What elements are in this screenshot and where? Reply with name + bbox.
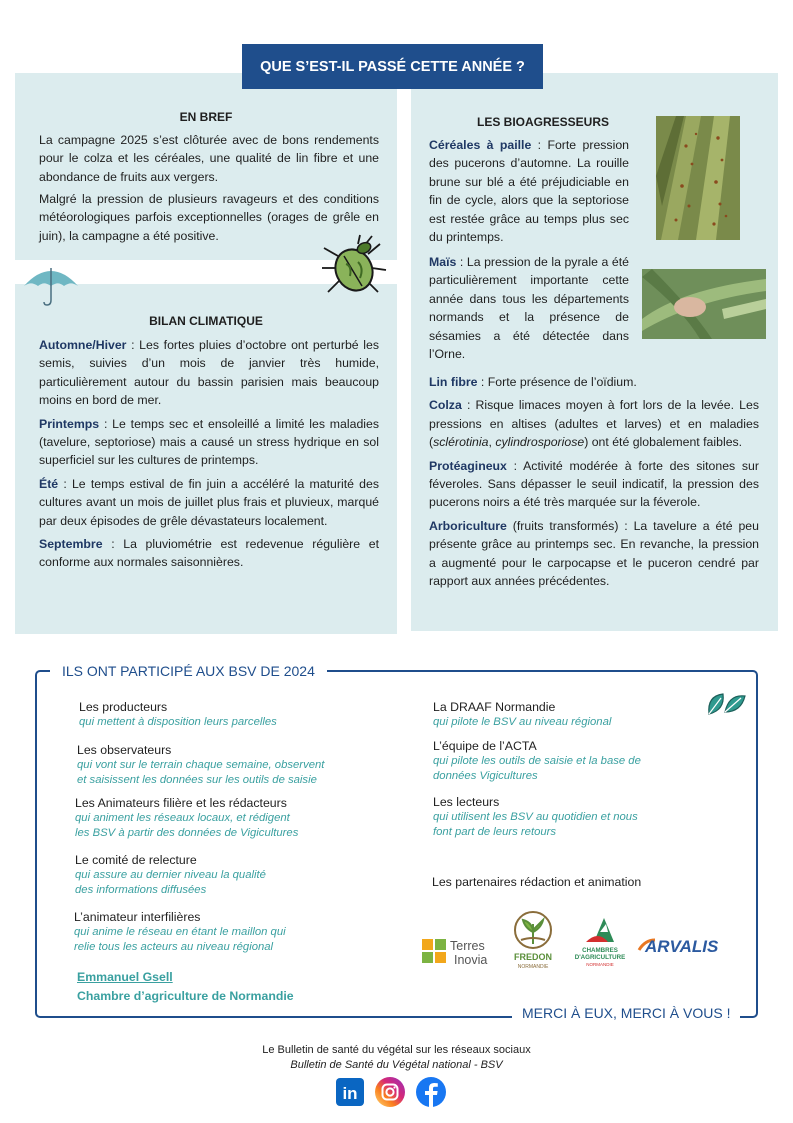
role-desc: qui pilote le BSV au niveau régional	[433, 716, 612, 728]
role-desc: des informations diffusées	[75, 884, 207, 896]
role-draaf	[433, 700, 611, 730]
instagram-icon[interactable]	[374, 1076, 406, 1108]
fredon-text: NORMANDIE	[517, 964, 549, 970]
bio-text: : La pression de la pyrale a été particulièrement importante cette année dans tous les départements normands et la présence de sésamies a été détectée dans l’Orne.	[429, 255, 629, 362]
terres-inovia-text: Inovia	[454, 953, 488, 967]
role-producteurs	[79, 700, 277, 730]
role-desc: qui anime le réseau en étant le maillon qui	[74, 926, 286, 938]
participants-title: ILS ONT PARTICIPÉ AUX BSV DE 2024	[50, 663, 327, 679]
role-name: L’équipe de l’ACTA	[433, 739, 537, 753]
role-lecteurs	[433, 795, 638, 840]
bio-proteagineux	[429, 457, 759, 512]
climat-item-septembre	[39, 535, 379, 572]
climat-item-text: : Le temps estival de fin juin a accéléré la maturité des cultures avant un mois de juillet plus frais et pluvieux, marqué par deux épisodes de grêle dévastateurs localement.	[39, 476, 379, 528]
chambres-agriculture-logo	[570, 912, 630, 970]
role-animateurs	[75, 796, 298, 841]
climat-item-automne	[39, 336, 379, 410]
leaves-icon	[705, 688, 747, 718]
linkedin-icon[interactable]	[334, 1076, 366, 1108]
role-comite	[75, 853, 266, 898]
fredon-text: FREDON	[514, 952, 552, 962]
climat-item-label: Septembre	[39, 537, 103, 552]
role-name: La DRAAF Normandie	[433, 700, 556, 714]
wheat-rust-photo	[656, 116, 740, 240]
role-observateurs	[77, 743, 324, 788]
footer-social-text: Le Bulletin de santé du végétal sur les réseaux sociaux	[262, 1044, 531, 1056]
climat-panel	[15, 284, 397, 634]
chambres-text: D'AGRICULTURE	[574, 954, 626, 961]
role-interfilieres	[74, 910, 286, 955]
climat-item-label: Printemps	[39, 416, 100, 431]
bio-rest	[429, 373, 759, 595]
role-name: Les observateurs	[77, 743, 172, 757]
thanks-footer: MERCI À EUX, MERCI À VOUS !	[512, 1005, 740, 1021]
animator-name-link[interactable]: Emmanuel Gsell	[77, 970, 173, 984]
bref-paragraph-1: La campagne 2025 s’est clôturée avec de bons rendements pour le colza et les céréales, une qualité de lin fibre et une abondance de fruits aux vergers.	[39, 133, 379, 184]
role-name: Les lecteurs	[433, 795, 500, 809]
climat-item-label: Été	[39, 476, 59, 491]
footer-bsv-text: Bulletin de Santé du Végétal national - BSV	[290, 1059, 503, 1071]
bio-text: (fruits transformés) : La tavelure a été peu présente grâce au printemps sec. En revanche, la pression a augmenté pour le carpocapse et le puceron cendré par rapport aux années précédentes.	[429, 518, 759, 589]
bio-text: : Risque limaces moyen à fort lors de la levée. Les pressions en altises (adultes et larves) et en maladies (	[429, 398, 759, 450]
terres-inovia-text: Terres	[450, 939, 485, 953]
role-desc: qui assure au dernier niveau la qualité	[75, 869, 266, 881]
climat-item-printemps	[39, 415, 379, 470]
bref-paragraph-2: Malgré la pression de plusieurs ravageurs et des conditions météorologiques parfois exceptionnelles (orages de grêle en juin), la campagne a été positive.	[39, 192, 379, 243]
partners-label: Les partenaires rédaction et animation	[432, 875, 642, 889]
bio-text: : Forte présence de l’oïdium.	[477, 375, 637, 389]
climat-item-text: : Le temps sec et ensoleillé a limité les maladies (tavelure, septoriose) mais a causé un stress hydrique en sol superficiel sur les cultures de printemps.	[39, 416, 379, 468]
role-desc: qui pilote les outils de saisie et la base de	[433, 755, 641, 767]
bio-label: Colza	[429, 398, 462, 413]
role-desc: relie tous les acteurs au niveau régional	[74, 941, 274, 953]
bio-label: Céréales à paille	[429, 138, 532, 152]
bio-cereales	[429, 136, 629, 246]
role-acta	[433, 739, 641, 784]
chambres-text: NORMANDIE	[586, 962, 614, 967]
climat-item-text: : La pluviométrie est redevenue régulière et conforme aux normales saisonnières.	[39, 537, 379, 570]
fredon-logo	[511, 910, 555, 972]
umbrella-icon	[18, 262, 84, 308]
climat-item-ete	[39, 475, 379, 530]
chambres-text: CHAMBRES	[582, 947, 618, 954]
climat-title: BILAN CLIMATIQUE	[149, 314, 263, 328]
bio-label: Arboriculture	[429, 518, 507, 533]
bio-label: Maïs	[429, 255, 457, 269]
bref-title: EN BREF	[179, 110, 233, 124]
role-desc: qui mettent à disposition leurs parcelles	[79, 716, 277, 728]
role-name: Le comité de relecture	[75, 853, 197, 867]
climat-item-text: : Les fortes pluies d’octobre ont perturbé les semis, suivies d’un mois de janvier très humide, particulièrement autour du bassin parisien mais beaucoup moins en bord de mer.	[39, 338, 379, 408]
bio-lin	[429, 373, 759, 391]
bio-text-italic: cylindrosporiose	[495, 435, 585, 450]
role-desc: font part de leurs retours	[433, 826, 557, 838]
role-name: L’animateur interfilières	[74, 910, 201, 924]
climat-item-label: Automne/Hiver	[39, 338, 127, 352]
terres-inovia-logo	[422, 935, 498, 969]
role-name: Les Animateurs filière et les rédacteurs	[75, 796, 287, 810]
animator-contact	[77, 968, 294, 1006]
bio-text: : Activité modérée à forte des sitones sur féveroles. Sans dépasser le seuil indicatif, la pression des pucerons noirs a été très marquée sur la féverole.	[429, 458, 759, 510]
climat-body	[39, 336, 379, 577]
facebook-icon[interactable]	[415, 1076, 447, 1108]
bio-colza	[429, 396, 759, 451]
role-desc: et saisissent les données sur les outils de saisie	[77, 774, 317, 786]
role-desc: les BSV à partir des données de Vigicultures	[75, 827, 299, 839]
bio-label: Lin fibre	[429, 375, 478, 389]
bio-mais	[429, 253, 629, 363]
role-desc: qui utilisent les BSV au quotidien et nous	[433, 811, 638, 823]
maize-pest-photo	[642, 269, 766, 339]
bio-text-italic: sclérotinia	[433, 435, 489, 450]
role-desc: qui animent les réseaux locaux, et rédigent	[75, 812, 290, 824]
role-name: Les producteurs	[79, 700, 168, 714]
bref-panel	[15, 73, 397, 260]
page-title: QUE S’EST-IL PASSÉ CETTE ANNÉE ?	[242, 44, 543, 89]
bio-text: : Forte pression des pucerons d’automne. La rouille brune sur blé a été préjudiciable en fin de cycle, alors que la septoriose est restée grâce au temps plus sec du printemps.	[429, 138, 629, 245]
animator-org: Chambre d’agriculture de Normandie	[77, 989, 294, 1003]
beetle-icon	[318, 234, 390, 298]
bio-label: Protéagineux	[429, 458, 507, 473]
bio-title: LES BIOAGRESSEURS	[476, 115, 610, 129]
bio-arboriculture	[429, 517, 759, 591]
role-desc: données Vigicultures	[433, 770, 538, 782]
role-desc: qui vont sur le terrain chaque semaine, observent	[77, 759, 325, 771]
bio-text: ,	[488, 435, 496, 450]
arvalis-text: ARVALIS	[645, 937, 719, 956]
arvalis-logo	[637, 932, 735, 958]
bio-text: ) ont été globalement faibles.	[584, 435, 743, 450]
linkedin-glyph: in	[342, 1084, 358, 1103]
